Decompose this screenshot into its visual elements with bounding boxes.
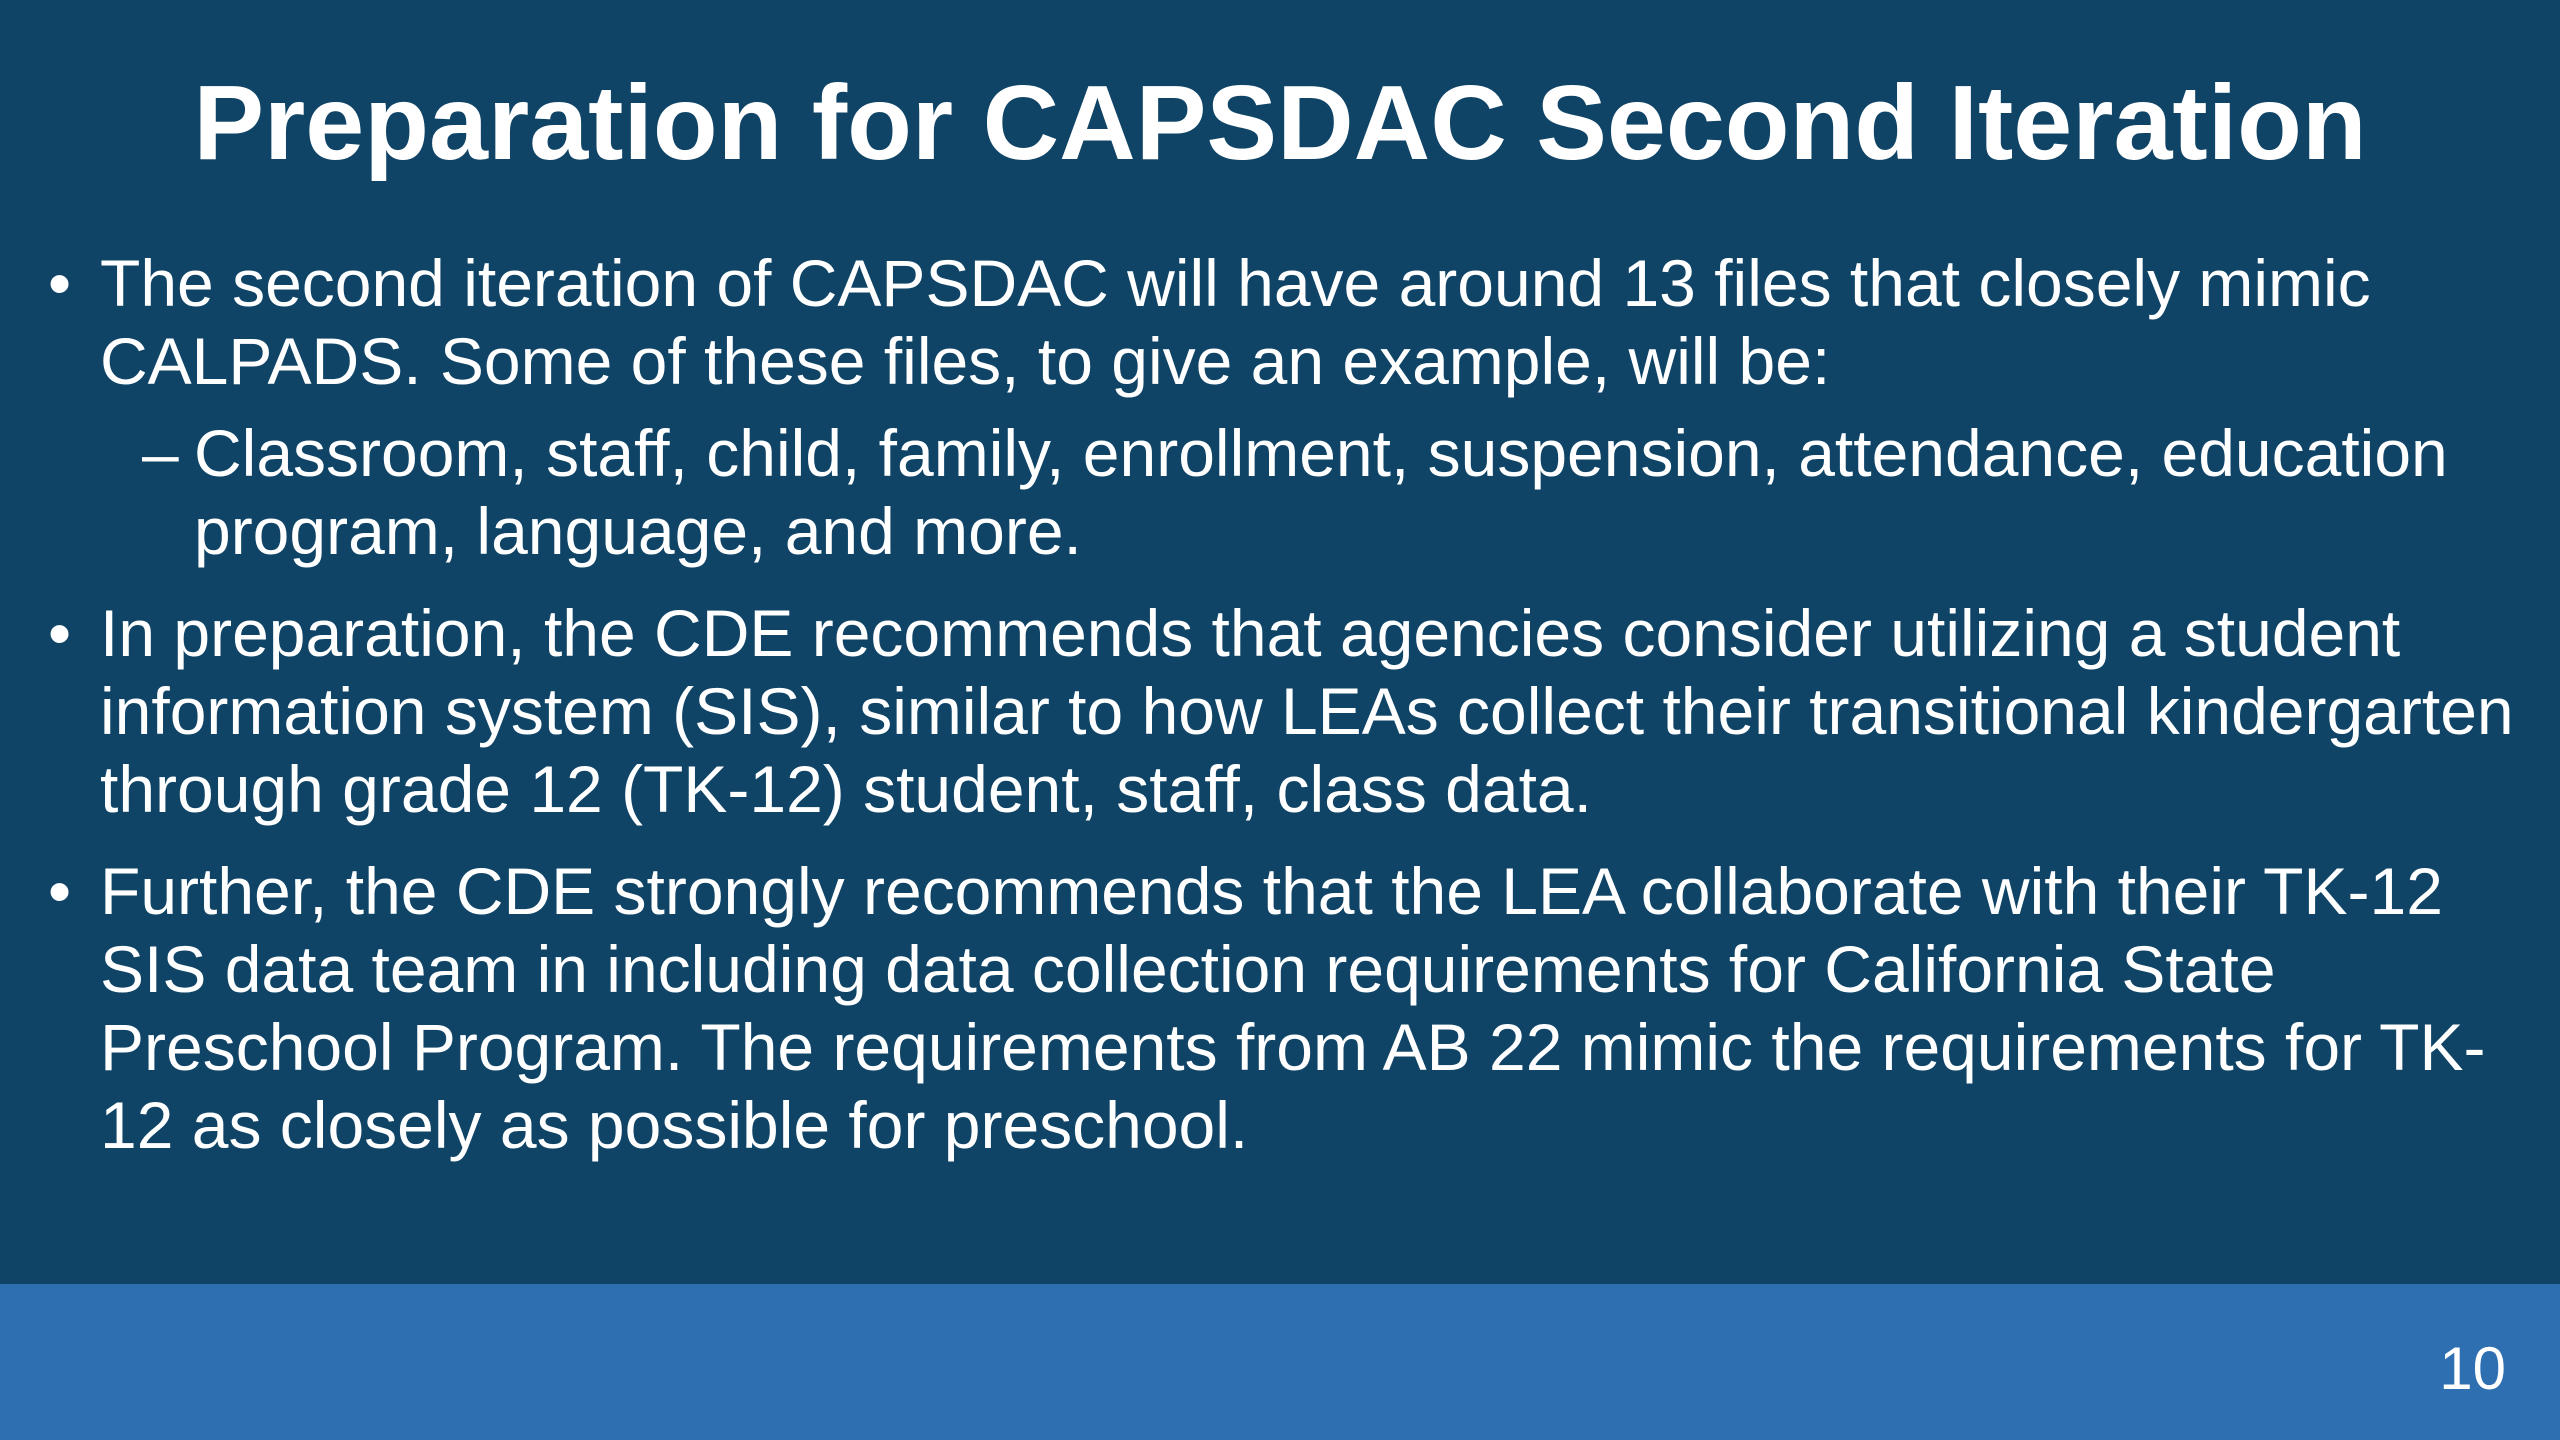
- slide-body: [48, 244, 2528, 1164]
- sub-bullet-item: [48, 414, 2528, 570]
- sub-bullet-text: Classroom, staff, child, family, enrollment, suspension, attendance, education program, language, and more.: [194, 416, 2448, 568]
- bullet-text: Further, the CDE strongly recommends that the LEA collaborate with their TK-12 SIS data team in including data collection requirements for California State Preschool Program. The requirements from AB 22 mimic the requirements for TK-12 as closely as possible for preschool.: [100, 854, 2486, 1162]
- bullet-text: The second iteration of CAPSDAC will have around 13 files that closely mimic CALPADS. Some of these files, to give an example, will be:: [100, 246, 2371, 398]
- bullet-marker: •: [48, 246, 72, 320]
- bullet-item: [48, 244, 2528, 400]
- footer-bar: [0, 1284, 2560, 1440]
- bullet-text: In preparation, the CDE recommends that agencies consider utilizing a student information system (SIS), similar to how LEAs collect their transitional kindergarten through grade 12 (TK-12) student, staff, class data.: [100, 596, 2514, 826]
- bullet-item: [48, 594, 2528, 828]
- bullet-item: [48, 852, 2528, 1164]
- sub-bullet-marker: –: [142, 416, 179, 490]
- slide-title: Preparation for CAPSDAC Second Iteration: [193, 64, 2367, 182]
- bullet-marker: •: [48, 596, 72, 670]
- bullet-marker: •: [48, 854, 72, 928]
- page-number: 10: [2439, 1335, 2506, 1402]
